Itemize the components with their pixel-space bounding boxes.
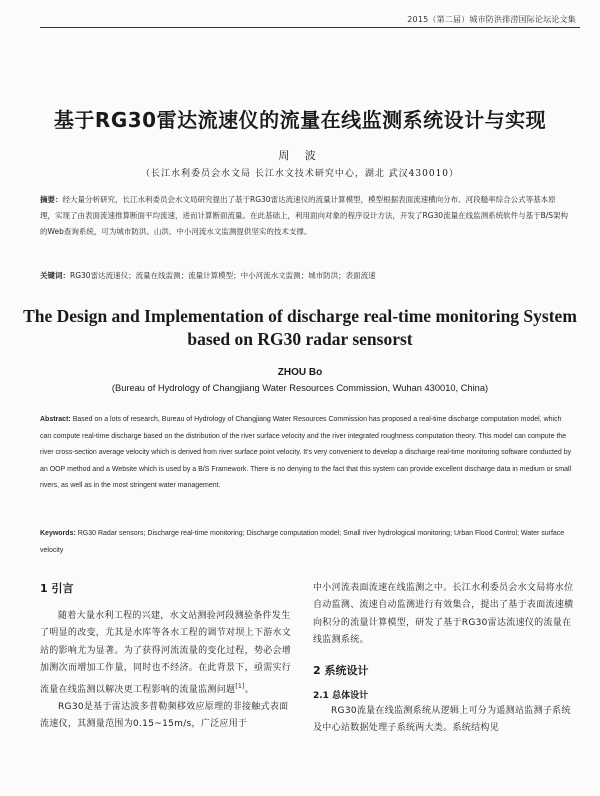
chinese-keywords-text: RG30雷达流速仪；流量在线监测；流量计算模型；中小河流水文监测；城市防洪；表面流速 (70, 271, 376, 280)
section-1-heading: 1 引言 (40, 582, 74, 595)
header-rule (40, 27, 580, 28)
section-1-paragraph-1-text: 随着大量水利工程的兴建，水文站测验河段测验条件发生了明显的改变，尤其是水库等各水工程的调节对坝上下游水文站的影响尤为显著。为了获得河流流量的变化过程，势必会增加测次而增加工作量，同时也不经济。在此背景下，亟需实行流量在线监测以解决更工程影响的流量监测问题 (40, 611, 292, 695)
citation-ref: [1] (235, 682, 245, 690)
chinese-abstract-label: 摘要： (40, 195, 63, 204)
chinese-affiliation: （长江水利委员会水文局 长江水文技术研究中心，湖北 武汉430010） (140, 169, 460, 179)
section-2-heading: 2 系统设计 (313, 663, 369, 677)
english-keywords (40, 526, 572, 559)
english-author: ZHOU Bo (277, 367, 323, 378)
english-abstract (40, 412, 572, 495)
chinese-keywords (40, 270, 570, 281)
chinese-abstract (40, 192, 570, 241)
right-column (313, 580, 575, 737)
chinese-title: 基于RG30雷达流速仪的流量在线监测系统设计与实现 (53, 108, 547, 132)
english-affiliation: (Bureau of Hydrology of Changjiang Water Resources Commission, Wuhan 430010, China) (111, 383, 489, 393)
chinese-author: 周 波 (278, 149, 322, 162)
section-1-paragraph-2: RG30是基于雷达波多普勒频移效应原理的非接触式表面流速仪，其测量范围为0.15~15m/s，广泛应用于 (40, 702, 289, 730)
english-keywords-text: RG30 Radar sensors; Discharge real-time monitoring; Discharge computation model; Small river hydrological monitoring; Urban Flood Control; Water surface velocity (40, 530, 565, 554)
chinese-keywords-label: 关键词： (40, 271, 70, 280)
right-paragraph-1: 中小河流表面流速在线监测之中。长江水利委员会水文局将水位自动监测、流速自动监测进行有效集合，提出了基于表面流速横向积分的流量计算模型，研发了基于RG30雷达流速仪的流量在线监测系统。 (313, 583, 574, 646)
english-title: The Design and Implementation of discharge real-time monitoring System based on RG30 radar sensorst (23, 306, 577, 349)
section-1-paragraph-1-end: 。 (244, 684, 255, 695)
left-column (40, 580, 295, 734)
english-keywords-label: Keywords: (40, 530, 76, 537)
section-2-1-heading: 2.1 总体设计 (313, 690, 369, 701)
running-header: 2015（第二届）城市防洪排涝国际论坛论文集 (407, 15, 576, 24)
english-abstract-label: Abstract: (40, 416, 71, 423)
right-paragraph-2: RG30流量在线监测系统从逻辑上可分为遥测站监测子系统及中心站数据处理子系统两大类。系统结构见 (313, 705, 571, 734)
section-1-paragraph-1 (40, 608, 295, 699)
english-abstract-text: Based on a lots of research, Bureau of Hydrology of Changjiang Water Resources Commission has proposed a real-time discharge computation model, which can compute real-time discharge based on the distribution of the river surface velocity and the river integrated roughness computation theory. This model can compute the river cross-section average velocity which is derived from river surface point velocity. It's very convenient to develop a discharge real-time monitoring software conducted by an OOP method and a Website which is used by a B/S Framework. There is no denying to the fact that this system can provide excellent discharge data in medium or small rivers, as well as in the most stringent water management. (40, 416, 572, 490)
chinese-abstract-text: 经大量分析研究，长江水利委员会水文局研究提出了基于RG30雷达流速仪的流量计算模型，模型根据表面流速横向分布、河段糙率综合公式等基本原理，实现了由表面流速推算断面平均流速，进而计算断面流量。在此基础上，利用面向对象的程序设计方法，开发了RG30流量在线监测系统软件与基于B/S架构的Web查询系统，可为城市防洪、山洪、中小河流水文监测提供坚实的技术支撑。 (40, 195, 568, 237)
